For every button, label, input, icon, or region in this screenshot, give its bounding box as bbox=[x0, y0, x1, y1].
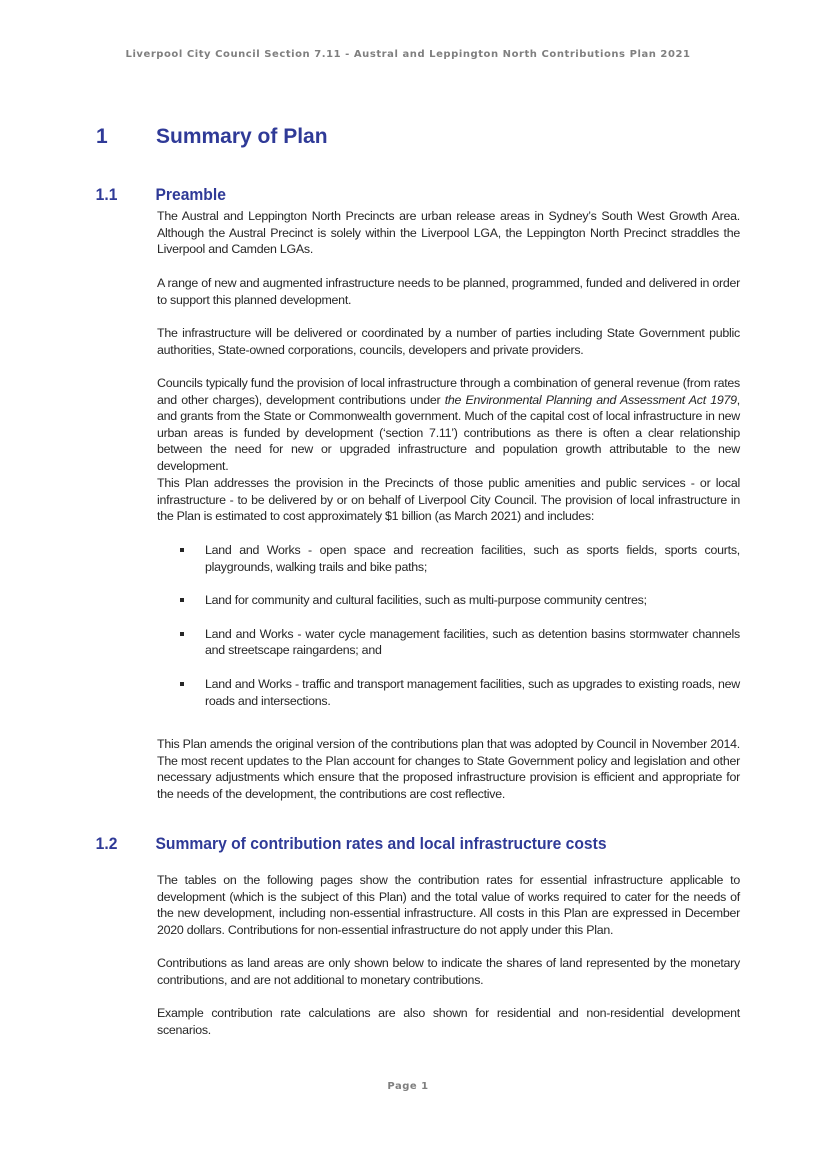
section-1-title: Summary of Plan bbox=[156, 125, 328, 148]
summary-paragraph-3: Example contribution rate calculations are also shown for residential and non-residential development scenarios. bbox=[157, 1006, 740, 1037]
section-1-2-title: Summary of contribution rates and local infrastructure costs bbox=[155, 834, 607, 853]
bullet-marker bbox=[180, 632, 184, 636]
section-1-1-title: Preamble bbox=[155, 185, 226, 204]
running-header: Liverpool City Council Section 7.11 - Austral and Leppington North Contributions Plan 2021 bbox=[125, 49, 691, 60]
list-item bbox=[157, 592, 740, 609]
summary-paragraph-1: The tables on the following pages show the contribution rates for essential infrastructure applicable to development (which is the subject of this Plan) and the total value of works required to cater for the needs of the new development, including non-essential infrastructure. All costs in this Plan are expressed in December 2020 dollars. Contributions for non-essential infrastructure do not apply under this Plan. bbox=[157, 873, 740, 937]
list-item bbox=[157, 542, 740, 575]
list-item-text: Land and Works - traffic and transport management facilities, such as upgrades to existing roads, new roads and intersections. bbox=[205, 676, 740, 708]
list-item-text: Land and Works - water cycle management facilities, such as detention basins stormwater channels and streetscape raingardens; and bbox=[205, 626, 740, 658]
preamble-paragraph-6: This Plan amends the original version of the contributions plan that was adopted by Council in November 2014. The most recent updates to the Plan account for changes to State Government policy and legislation and other necessary adjustments which ensure that the proposed infrastructure provision is efficient and appropriate for the needs of the development, the contributions are cost reflective. bbox=[157, 737, 740, 801]
infrastructure-list bbox=[157, 542, 740, 709]
list-item-text: Land for community and cultural facilities, such as multi-purpose community centres; bbox=[205, 593, 647, 608]
preamble-paragraph-3: The infrastructure will be delivered or coordinated by a number of parties including State Government public authorities, State-owned corporations, councils, developers and private providers. bbox=[157, 326, 740, 357]
section-1-number: 1 bbox=[96, 125, 108, 148]
preamble-paragraph-4-tail: , and grants from the State or Commonwealth government. Much of the capital cost of local infrastructure in new urban areas is funded by development (‘section 7.11’) contributions as there is often a clear relationship between the need for new or upgraded infrastructure and population growth attributable to the new development. bbox=[157, 392, 740, 473]
list-item bbox=[157, 676, 740, 709]
preamble-paragraph-1: The Austral and Leppington North Precincts are urban release areas in Sydney’s South West Growth Area. Although the Austral Precinct is solely within the Liverpool LGA, the Leppington North Precinct straddles the Liverpool and Camden LGAs. bbox=[157, 209, 740, 257]
list-item-text: Land and Works - open space and recreation facilities, such as sports fields, sports courts, playgrounds, walking trails and bike paths; bbox=[205, 543, 740, 574]
preamble-paragraph-2: A range of new and augmented infrastructure needs to be planned, programmed, funded and delivered in order to support this planned development. bbox=[157, 276, 740, 307]
bullet-marker bbox=[180, 598, 184, 602]
preamble-paragraph-4 bbox=[157, 375, 740, 475]
section-1-2-number: 1.2 bbox=[95, 834, 118, 853]
act-title: the Environmental Planning and Assessment Act 1979 bbox=[444, 392, 737, 407]
bullet-marker bbox=[180, 682, 184, 686]
section-1-1-number: 1.1 bbox=[95, 185, 118, 204]
preamble-paragraph-4-lead: Councils typically fund the provision of local infrastructure through a combination of general revenue (from rates and other charges), development contributions under bbox=[157, 376, 740, 407]
preamble-paragraph-5: This Plan addresses the provision in the Precincts of those public amenities and public services - or local infrastructure - to be delivered by or on behalf of Liverpool City Council. The provision of local infrastructure in the Plan is estimated to cost approximately $1 billion (as March 2021) and includes: bbox=[157, 476, 740, 524]
page-number: Page 1 bbox=[387, 1081, 429, 1092]
list-item bbox=[157, 626, 740, 659]
summary-paragraph-2: Contributions as land areas are only shown below to indicate the shares of land represented by the monetary contributions, and are not additional to monetary contributions. bbox=[157, 956, 740, 987]
bullet-marker bbox=[180, 548, 184, 552]
